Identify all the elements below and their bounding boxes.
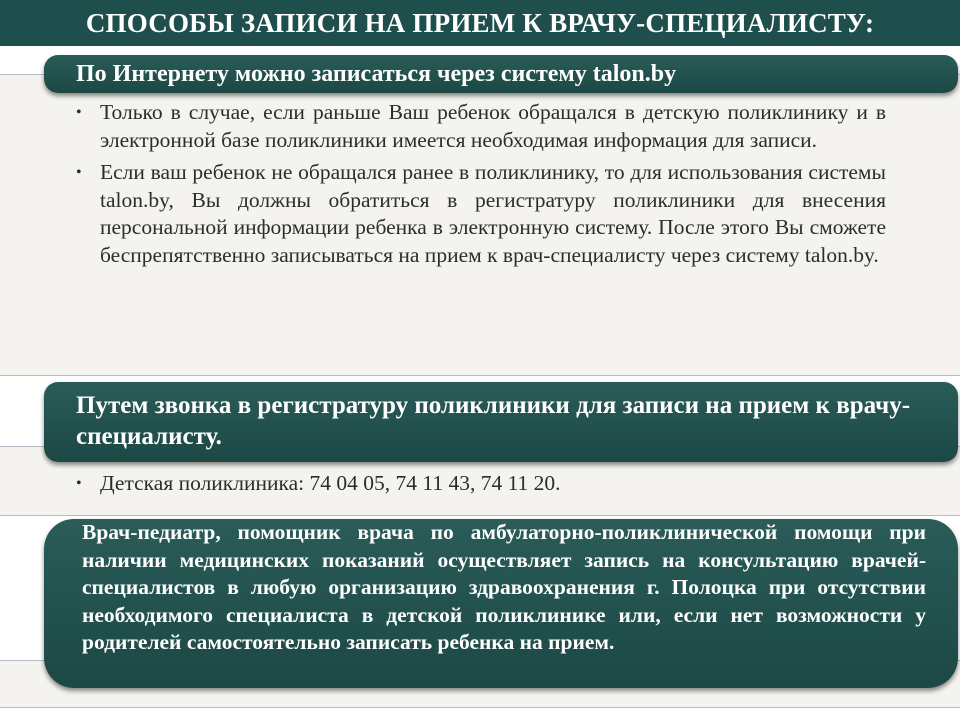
pediatrician-section-box	[44, 519, 958, 688]
phone-section-heading: Путем звонка в регистратуру поликлиники для записи на прием к врачу-специалисту.	[44, 382, 958, 462]
list-item-text: Если ваш ребенок не обращался ранее в поликлинику, то для использования системы talon.by, Вы должны обратиться в регистратуру поликлиники для внесения персональной информации ребенка в электронную систему. После этого Вы сможете беспрепятственно записываться на прием к врач-специалисту через систему talon.by.	[100, 160, 886, 267]
phone-section-list	[76, 470, 886, 503]
pediatrician-section-text: Врач-педиатр, помощник врача по амбулаторно-поликлинической помощи при наличии медицинских показаний осуществляет запись на консультацию врачей-специалистов в любую организацию здравоохранения г. Полоцка при отсутствии необходимого специалиста в детской поликлинике или, если нет возможности у родителей самостоятельно записать ребенка на прием.	[82, 520, 926, 654]
list-item	[76, 159, 886, 269]
internet-section-heading: По Интернету можно записаться через систему talon.by	[44, 55, 958, 93]
list-item-text: Только в случае, если раньше Ваш ребенок обращался в детскую поликлинику и в электронной базе поликлиники имеется необходимая информация для записи.	[100, 100, 886, 152]
bullet-icon: •	[76, 104, 82, 121]
page-title: СПОСОБЫ ЗАПИСИ НА ПРИЕМ К ВРАЧУ-СПЕЦИАЛИСТУ:	[0, 0, 960, 46]
list-item	[76, 99, 886, 154]
list-item	[76, 470, 886, 498]
internet-section-list	[76, 99, 886, 274]
bullet-icon: •	[76, 475, 82, 492]
phone-numbers-text: Детская поликлиника: 74 04 05, 74 11 43, 74 11 20.	[100, 471, 561, 495]
bullet-icon: •	[76, 164, 82, 181]
